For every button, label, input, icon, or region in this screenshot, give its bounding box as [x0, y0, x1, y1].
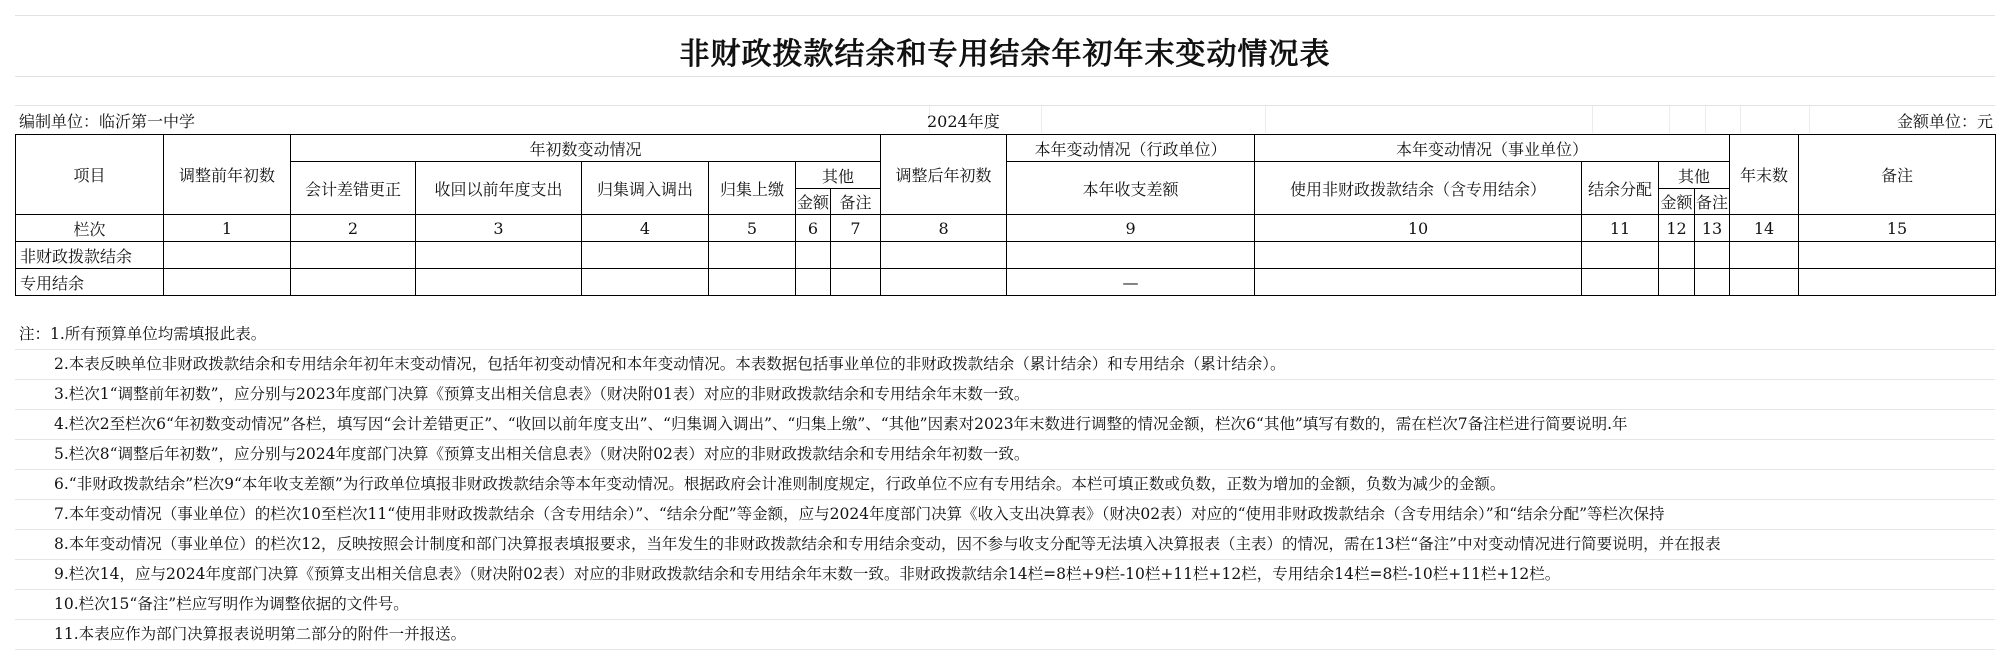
data-cell[interactable] — [1730, 242, 1799, 269]
data-cell[interactable] — [1695, 242, 1730, 269]
row-label: 非财政拨款结余 — [16, 242, 164, 269]
data-cell[interactable] — [291, 242, 416, 269]
balance-table — [15, 134, 1996, 296]
info-row — [15, 106, 1995, 133]
data-cell[interactable] — [1659, 242, 1695, 269]
data-cell[interactable] — [1730, 269, 1799, 296]
data-cell[interactable] — [1582, 242, 1659, 269]
data-cell[interactable] — [831, 242, 881, 269]
blank-row — [15, 76, 1995, 106]
column-number: 6 — [796, 215, 831, 242]
column-number: 15 — [1799, 215, 1996, 242]
data-cell[interactable] — [709, 242, 796, 269]
header-year-end: 年末数 — [1730, 135, 1799, 215]
header-transfer-up: 归集上缴 — [709, 162, 796, 215]
data-cell[interactable] — [881, 242, 1007, 269]
data-cell[interactable] — [416, 242, 582, 269]
header-public-change: 本年变动情况（事业单位） — [1255, 135, 1730, 162]
column-number: 7 — [831, 215, 881, 242]
note-line: 10.栏次15“备注”栏应写明作为调整依据的文件号。 — [15, 590, 1995, 620]
note-line: 3.栏次1“调整前年初数”，应分别与2023年度部门决算《预算支出相关信息表》（财决附01表）对应的非财政拨款结余和专用结余年末数一致。 — [15, 380, 1995, 410]
column-number: 14 — [1730, 215, 1799, 242]
column-number: 12 — [1659, 215, 1695, 242]
note-line: 4.栏次2至栏次6“年初数变动情况”各栏，填写因“会计差错更正”、“收回以前年度支出”、“归集调入调出”、“归集上缴”、“其他”因素对2023年末数进行调整的情况金额，栏次6“其他”填写有数的，需在栏次7备注栏进行简要说明.年 — [15, 410, 1995, 440]
header-transfer-in-out: 归集调入调出 — [582, 162, 709, 215]
header-other-remark: 备注 — [831, 189, 881, 215]
data-cell[interactable] — [1582, 269, 1659, 296]
header-income-expense-diff: 本年收支差额 — [1007, 162, 1255, 215]
notes-section — [15, 320, 1995, 650]
column-number: 11 — [1582, 215, 1659, 242]
header-other: 其他 — [796, 162, 881, 189]
data-cell[interactable] — [582, 269, 709, 296]
data-cell[interactable] — [831, 269, 881, 296]
table-row — [16, 269, 1996, 296]
column-number: 5 — [709, 215, 796, 242]
header-recover-prior: 收回以前年度支出 — [416, 162, 582, 215]
header-other-public-remark: 备注 — [1695, 189, 1730, 215]
column-number: 13 — [1695, 215, 1730, 242]
data-cell[interactable] — [291, 269, 416, 296]
data-cell[interactable] — [164, 269, 291, 296]
header-other-public-amount: 金额 — [1659, 189, 1695, 215]
report-year: 2024年度 — [927, 112, 1000, 131]
note-line: 7.本年变动情况（事业单位）的栏次10至栏次11“使用非财政拨款结余（含专用结余）”、“结余分配”等金额，应与2024年度部门决算《收入支出决算表》（财决02表）对应的“使用非财政拨款结余（含专用结余）”和“结余分配”等栏次保持 — [15, 500, 1995, 530]
header-notes: 备注 — [1799, 135, 1996, 215]
data-cell[interactable] — [796, 269, 831, 296]
header-other-public: 其他 — [1659, 162, 1730, 189]
header-before-adjust: 调整前年初数 — [164, 135, 291, 215]
data-cell[interactable] — [416, 269, 582, 296]
data-cell[interactable] — [796, 242, 831, 269]
data-cell[interactable] — [1799, 242, 1996, 269]
data-cell[interactable] — [881, 269, 1007, 296]
page-title: 非财政拨款结余和专用结余年初年末变动情况表 — [679, 37, 1331, 72]
column-number: 1 — [164, 215, 291, 242]
spreadsheet-sheet — [15, 15, 1995, 645]
header-after-adjust: 调整后年初数 — [881, 135, 1007, 215]
data-cell[interactable] — [1695, 269, 1730, 296]
column-number: 9 — [1007, 215, 1255, 242]
data-cell[interactable] — [709, 269, 796, 296]
column-number-label: 栏次 — [16, 215, 164, 242]
money-unit: 金额单位：元 — [1896, 112, 1993, 131]
header-item: 项目 — [16, 135, 164, 215]
data-cell[interactable] — [582, 242, 709, 269]
row-label: 专用结余 — [16, 269, 164, 296]
data-cell[interactable] — [1799, 269, 1996, 296]
data-cell[interactable] — [1255, 242, 1582, 269]
data-cell[interactable] — [164, 242, 291, 269]
header-surplus-distribution: 结余分配 — [1582, 162, 1659, 215]
title-row — [15, 15, 1995, 77]
column-number: 3 — [416, 215, 582, 242]
note-line: 9.栏次14，应与2024年度部门决算《预算支出相关信息表》（财决附02表）对应的非财政拨款结余和专用结余年末数一致。非财政拨款结余14栏=8栏+9栏-10栏+11栏+12栏，专用结余14栏=8栏-10栏+11栏+12栏。 — [15, 560, 1995, 590]
data-cell[interactable] — [1255, 269, 1582, 296]
note-line: 11.本表应作为部门决算报表说明第二部分的附件一并报送。 — [15, 620, 1995, 650]
column-number-row — [16, 215, 1996, 242]
note-line: 8.本年变动情况（事业单位）的栏次12，反映按照会计制度和部门决算报表填报要求，当年发生的非财政拨款结余和专用结余变动，因不参与收支分配等无法填入决算报表（主表）的情况，需在13栏“备注”中对变动情况进行简要说明，并在报表 — [15, 530, 1995, 560]
column-number: 2 — [291, 215, 416, 242]
note-line: 6.“非财政拨款结余”栏次9“本年收支差额”为行政单位填报非财政拨款结余等本年变动情况。根据政府会计准则制度规定，行政单位不应有专用结余。本栏可填正数或负数，正数为增加的金额，负数为减少的金额。 — [15, 470, 1995, 500]
header-other-amount: 金额 — [796, 189, 831, 215]
note-line: 注：1.所有预算单位均需填报此表。 — [15, 320, 1995, 350]
note-line: 2.本表反映单位非财政拨款结余和专用结余年初年末变动情况，包括年初变动情况和本年变动情况。本表数据包括事业单位的非财政拨款结余（累计结余）和专用结余（累计结余）。 — [15, 350, 1995, 380]
column-number: 10 — [1255, 215, 1582, 242]
header-use-balance: 使用非财政拨款结余（含专用结余） — [1255, 162, 1582, 215]
data-cell[interactable] — [1659, 269, 1695, 296]
column-number: 4 — [582, 215, 709, 242]
note-line: 5.栏次8“调整后年初数”，应分别与2024年度部门决算《预算支出相关信息表》（财决附02表）对应的非财政拨款结余和专用结余年初数一致。 — [15, 440, 1995, 470]
data-cell[interactable] — [1007, 242, 1255, 269]
header-admin-change: 本年变动情况（行政单位） — [1007, 135, 1255, 162]
data-cell[interactable]: — — [1007, 269, 1255, 296]
column-number: 8 — [881, 215, 1007, 242]
header-year-begin-change: 年初数变动情况 — [291, 135, 881, 162]
table-row — [16, 242, 1996, 269]
header-accounting-error: 会计差错更正 — [291, 162, 416, 215]
reporting-unit: 编制单位：临沂第一中学 — [19, 112, 196, 131]
